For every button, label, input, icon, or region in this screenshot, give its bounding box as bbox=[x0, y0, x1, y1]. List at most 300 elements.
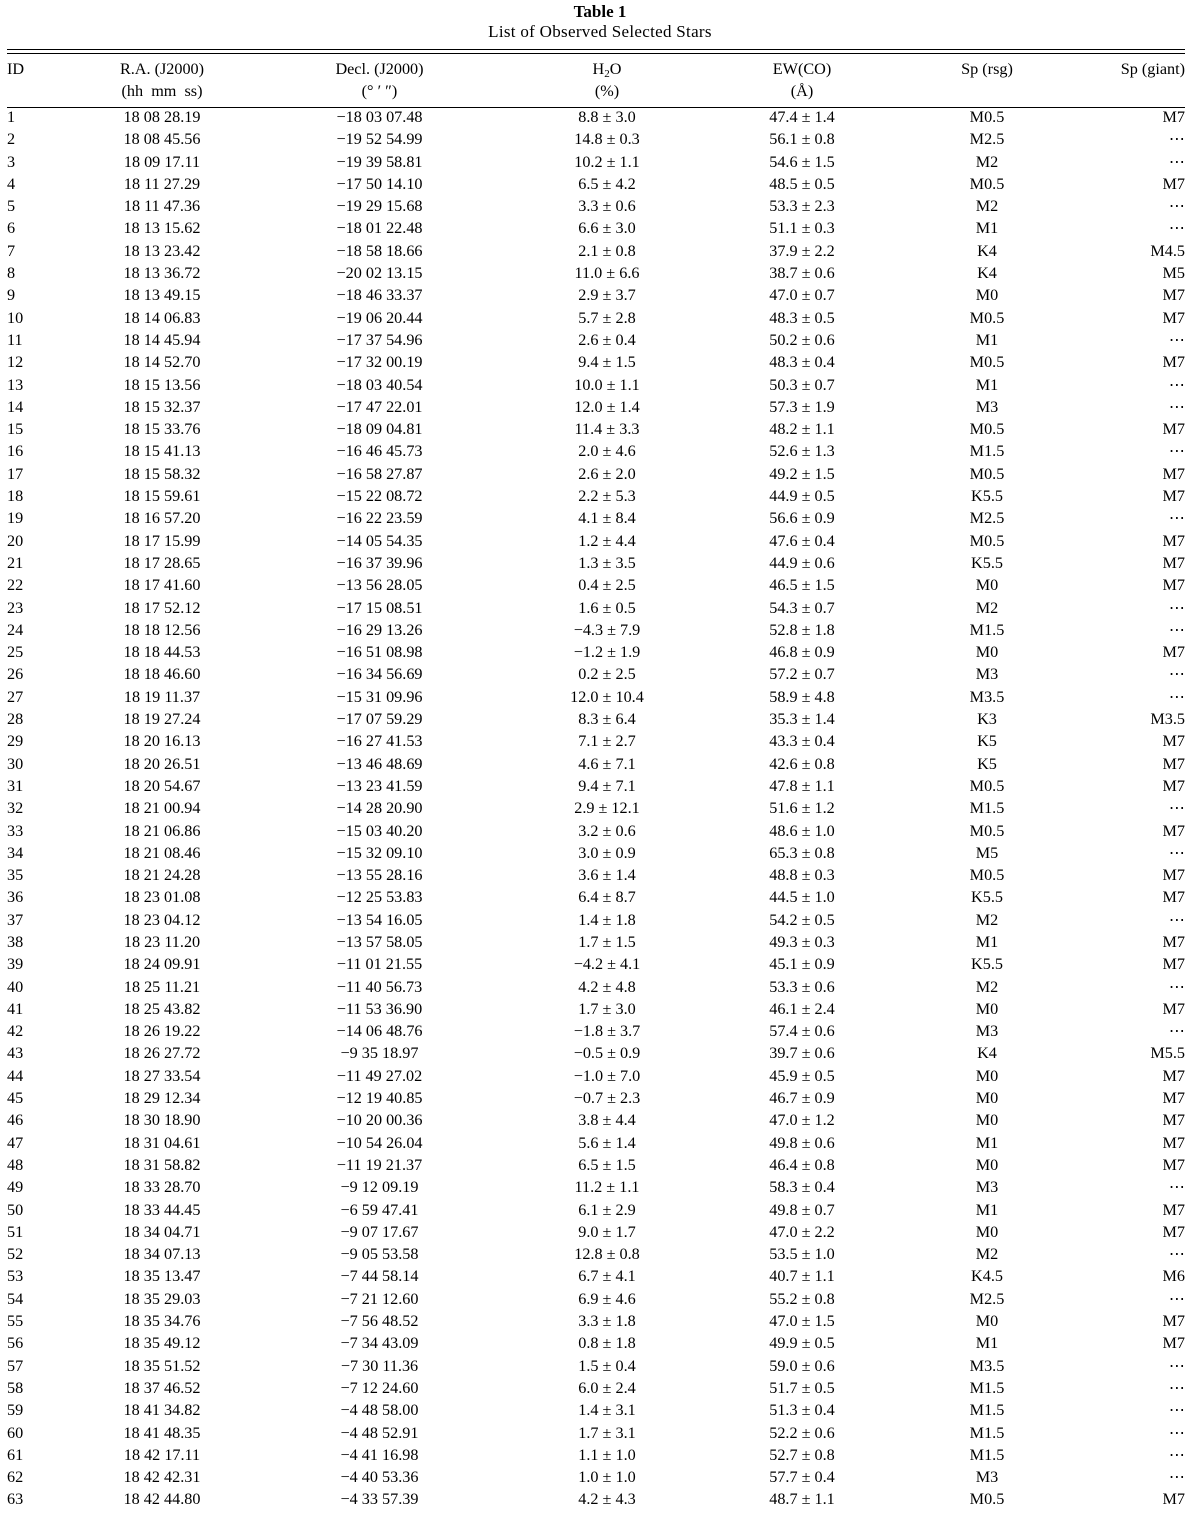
cell-sp-giant: ⋯ bbox=[1168, 442, 1185, 461]
header-row-labels bbox=[7, 58, 1185, 80]
cell-sp-rsg: M0.5 bbox=[969, 821, 1005, 840]
cell-h2o: 2.0 ± 4.6 bbox=[578, 442, 636, 461]
cell-dec: −19 29 15.68 bbox=[336, 197, 423, 216]
cell-ra: 18 18 46.60 bbox=[123, 665, 201, 684]
table-row bbox=[7, 1199, 1185, 1221]
cell-ew: 42.6 ± 0.8 bbox=[769, 754, 835, 773]
cell-id: 57 bbox=[7, 1356, 24, 1375]
cell-dec: −15 31 09.96 bbox=[336, 687, 423, 706]
col-header-ew: EW(CO) bbox=[772, 60, 832, 78]
cell-sp-giant: M7 bbox=[1162, 888, 1185, 907]
cell-id: 34 bbox=[7, 843, 24, 862]
cell-h2o: 3.3 ± 1.8 bbox=[578, 1312, 636, 1331]
cell-ew: 46.8 ± 0.9 bbox=[769, 643, 835, 662]
table-row bbox=[7, 1310, 1185, 1332]
cell-sp-giant: M7 bbox=[1162, 108, 1185, 126]
cell-h2o: 0.2 ± 2.5 bbox=[578, 665, 636, 684]
cell-sp-rsg: M3.5 bbox=[969, 1356, 1005, 1375]
cell-dec: −19 39 58.81 bbox=[336, 152, 423, 171]
cell-id: 48 bbox=[7, 1155, 24, 1174]
cell-ra: 18 20 26.51 bbox=[123, 754, 201, 773]
cell-id: 21 bbox=[7, 553, 24, 572]
cell-id: 25 bbox=[7, 643, 24, 662]
table-row bbox=[7, 730, 1185, 752]
cell-sp-rsg: M0.5 bbox=[969, 776, 1005, 795]
cell-dec: −16 29 13.26 bbox=[336, 620, 423, 639]
cell-id: 12 bbox=[7, 353, 24, 372]
cell-dec: −10 20 00.36 bbox=[336, 1111, 423, 1130]
cell-id: 24 bbox=[7, 620, 24, 639]
cell-sp-rsg: K4.5 bbox=[971, 1267, 1003, 1286]
cell-ew: 53.5 ± 1.0 bbox=[769, 1245, 835, 1264]
cell-h2o: 3.2 ± 0.6 bbox=[578, 821, 636, 840]
col-unit-h2o: (%) bbox=[594, 82, 620, 100]
table-row bbox=[7, 1288, 1185, 1310]
cell-sp-rsg: K5 bbox=[977, 732, 997, 751]
cell-sp-giant: ⋯ bbox=[1168, 1423, 1185, 1442]
cell-sp-giant: M5 bbox=[1162, 264, 1185, 283]
cell-ra: 18 21 06.86 bbox=[123, 821, 201, 840]
cell-ra: 18 13 49.15 bbox=[123, 286, 201, 305]
cell-h2o: 10.0 ± 1.1 bbox=[574, 375, 640, 394]
cell-sp-giant: ⋯ bbox=[1168, 375, 1185, 394]
cell-id: 16 bbox=[7, 442, 24, 461]
cell-sp-rsg: K5.5 bbox=[971, 487, 1003, 506]
cell-sp-rsg: M5 bbox=[975, 843, 999, 862]
cell-sp-rsg: M3 bbox=[975, 397, 999, 416]
cell-h2o: 6.5 ± 1.5 bbox=[578, 1155, 636, 1174]
table-row bbox=[7, 797, 1185, 819]
cell-sp-rsg: K4 bbox=[977, 241, 997, 260]
cell-dec: −19 06 20.44 bbox=[336, 308, 423, 327]
cell-h2o: 1.4 ± 3.1 bbox=[578, 1401, 636, 1420]
cell-ra: 18 15 33.76 bbox=[123, 420, 201, 439]
cell-h2o: 9.4 ± 1.5 bbox=[578, 353, 636, 372]
cell-ra: 18 33 28.70 bbox=[123, 1178, 201, 1197]
cell-ew: 48.2 ± 1.1 bbox=[769, 420, 835, 439]
table-row bbox=[7, 173, 1185, 195]
cell-ra: 18 25 43.82 bbox=[123, 999, 201, 1018]
cell-sp-giant: ⋯ bbox=[1168, 130, 1185, 149]
cell-ew: 65.3 ± 0.8 bbox=[769, 843, 835, 862]
cell-sp-rsg: M0.5 bbox=[969, 308, 1005, 327]
cell-id: 31 bbox=[7, 776, 24, 795]
cell-dec: −9 35 18.97 bbox=[340, 1044, 419, 1063]
table-row bbox=[7, 842, 1185, 864]
cell-sp-giant: ⋯ bbox=[1168, 152, 1185, 171]
cell-h2o: 4.1 ± 8.4 bbox=[578, 509, 636, 528]
col-header-id: ID bbox=[7, 60, 25, 78]
cell-dec: −17 47 22.01 bbox=[336, 397, 423, 416]
cell-id: 32 bbox=[7, 799, 24, 818]
cell-sp-giant: ⋯ bbox=[1168, 977, 1185, 996]
cell-h2o: 12.0 ± 1.4 bbox=[574, 397, 640, 416]
cell-dec: −9 05 53.58 bbox=[340, 1245, 419, 1264]
cell-sp-giant: M7 bbox=[1162, 1089, 1185, 1108]
cell-h2o: −0.7 ± 2.3 bbox=[573, 1089, 641, 1108]
cell-sp-rsg: M2.5 bbox=[969, 1289, 1005, 1308]
cell-sp-rsg: M1 bbox=[975, 219, 999, 238]
cell-sp-rsg: M2 bbox=[975, 910, 999, 929]
cell-ew: 53.3 ± 2.3 bbox=[769, 197, 835, 216]
cell-ew: 38.7 ± 0.6 bbox=[769, 264, 835, 283]
cell-ew: 46.5 ± 1.5 bbox=[769, 576, 835, 595]
cell-dec: −7 34 43.09 bbox=[340, 1334, 419, 1353]
cell-h2o: 4.2 ± 4.8 bbox=[578, 977, 636, 996]
cell-dec: −16 34 56.69 bbox=[336, 665, 423, 684]
table-row bbox=[7, 574, 1185, 596]
cell-sp-giant: ⋯ bbox=[1168, 910, 1185, 929]
cell-ra: 18 35 49.12 bbox=[123, 1334, 201, 1353]
cell-sp-giant: M7 bbox=[1162, 776, 1185, 795]
cell-id: 2 bbox=[7, 130, 16, 149]
cell-sp-rsg: M3.5 bbox=[969, 687, 1005, 706]
table-row bbox=[7, 151, 1185, 173]
cell-h2o: 6.7 ± 4.1 bbox=[578, 1267, 636, 1286]
cell-id: 33 bbox=[7, 821, 24, 840]
cell-ra: 18 23 01.08 bbox=[123, 888, 201, 907]
cell-ew: 49.8 ± 0.6 bbox=[769, 1133, 835, 1152]
cell-sp-giant: M7 bbox=[1162, 866, 1185, 885]
cell-id: 45 bbox=[7, 1089, 24, 1108]
table-row bbox=[7, 1399, 1185, 1421]
cell-id: 18 bbox=[7, 487, 24, 506]
cell-sp-rsg: M0 bbox=[975, 286, 999, 305]
cell-dec: −18 46 33.37 bbox=[336, 286, 423, 305]
cell-sp-rsg: K4 bbox=[977, 264, 997, 283]
cell-ew: 40.7 ± 1.1 bbox=[769, 1267, 835, 1286]
cell-ra: 18 21 00.94 bbox=[123, 799, 201, 818]
cell-id: 7 bbox=[7, 241, 16, 260]
cell-sp-giant: ⋯ bbox=[1168, 219, 1185, 238]
table-row bbox=[7, 886, 1185, 908]
cell-id: 29 bbox=[7, 732, 24, 751]
cell-sp-giant: ⋯ bbox=[1168, 1289, 1185, 1308]
cell-ew: 48.3 ± 0.4 bbox=[769, 353, 835, 372]
cell-ew: 51.6 ± 1.2 bbox=[769, 799, 835, 818]
cell-ew: 39.7 ± 0.6 bbox=[769, 1044, 835, 1063]
table-row bbox=[7, 463, 1185, 485]
cell-id: 14 bbox=[7, 397, 24, 416]
cell-sp-rsg: M3 bbox=[975, 1178, 999, 1197]
cell-id: 47 bbox=[7, 1133, 24, 1152]
cell-sp-rsg: M0.5 bbox=[969, 1490, 1005, 1509]
cell-sp-giant: ⋯ bbox=[1168, 620, 1185, 639]
cell-id: 39 bbox=[7, 955, 24, 974]
cell-h2o: 1.1 ± 1.0 bbox=[578, 1445, 636, 1464]
cell-id: 46 bbox=[7, 1111, 24, 1130]
cell-h2o: 1.4 ± 1.8 bbox=[578, 910, 636, 929]
cell-h2o: 2.9 ± 3.7 bbox=[578, 286, 636, 305]
cell-ew: 54.6 ± 1.5 bbox=[769, 152, 835, 171]
table-row bbox=[7, 1020, 1185, 1042]
cell-ew: 54.2 ± 0.5 bbox=[769, 910, 835, 929]
cell-sp-rsg: M0.5 bbox=[969, 866, 1005, 885]
table-row bbox=[7, 1176, 1185, 1198]
cell-ew: 48.5 ± 0.5 bbox=[769, 174, 835, 193]
cell-ra: 18 42 44.80 bbox=[123, 1490, 201, 1509]
table-row bbox=[7, 775, 1185, 797]
cell-h2o: −1.2 ± 1.9 bbox=[573, 643, 641, 662]
col-unit-ew: (Å) bbox=[790, 82, 814, 100]
cell-sp-giant: ⋯ bbox=[1168, 1245, 1185, 1264]
col-header-giant: Sp (giant) bbox=[1120, 60, 1185, 78]
cell-dec: −15 32 09.10 bbox=[336, 843, 423, 862]
cell-ra: 18 13 23.42 bbox=[123, 241, 201, 260]
cell-id: 53 bbox=[7, 1267, 24, 1286]
cell-ra: 18 35 34.76 bbox=[123, 1312, 201, 1331]
cell-ew: 55.2 ± 0.8 bbox=[769, 1289, 835, 1308]
cell-id: 38 bbox=[7, 932, 24, 951]
table-row bbox=[7, 351, 1185, 373]
cell-ra: 18 25 11.21 bbox=[123, 977, 201, 996]
cell-h2o: 12.8 ± 0.8 bbox=[574, 1245, 640, 1264]
cell-dec: −18 03 07.48 bbox=[336, 108, 423, 126]
cell-sp-rsg: M2.5 bbox=[969, 509, 1005, 528]
cell-id: 54 bbox=[7, 1289, 24, 1308]
cell-sp-giant: ⋯ bbox=[1168, 1445, 1185, 1464]
table-row bbox=[7, 820, 1185, 842]
cell-id: 26 bbox=[7, 665, 24, 684]
cell-sp-rsg: M3 bbox=[975, 1468, 999, 1487]
cell-sp-rsg: M3 bbox=[975, 1022, 999, 1041]
cell-ra: 18 14 06.83 bbox=[123, 308, 201, 327]
cell-dec: −16 22 23.59 bbox=[336, 509, 423, 528]
cell-id: 55 bbox=[7, 1312, 24, 1331]
cell-dec: −11 40 56.73 bbox=[336, 977, 423, 996]
cell-id: 60 bbox=[7, 1423, 24, 1442]
cell-sp-rsg: M1.5 bbox=[969, 1423, 1005, 1442]
cell-sp-rsg: M0.5 bbox=[969, 174, 1005, 193]
table-subtitle: List of Observed Selected Stars bbox=[488, 22, 712, 41]
cell-sp-rsg: M0.5 bbox=[969, 108, 1005, 126]
cell-sp-rsg: K5.5 bbox=[971, 888, 1003, 907]
cell-sp-giant: ⋯ bbox=[1168, 1356, 1185, 1375]
cell-dec: −17 07 59.29 bbox=[336, 710, 423, 729]
cell-ra: 18 13 36.72 bbox=[123, 264, 201, 283]
cell-dec: −17 15 08.51 bbox=[336, 598, 423, 617]
cell-sp-rsg: M0 bbox=[975, 576, 999, 595]
cell-dec: −10 54 26.04 bbox=[336, 1133, 423, 1152]
cell-dec: −4 33 57.39 bbox=[340, 1490, 419, 1509]
cell-h2o: 0.8 ± 1.8 bbox=[578, 1334, 636, 1353]
table-row bbox=[7, 1466, 1185, 1488]
table-row bbox=[7, 217, 1185, 239]
cell-h2o: 5.6 ± 1.4 bbox=[578, 1133, 636, 1152]
cell-h2o: 11.4 ± 3.3 bbox=[574, 420, 640, 439]
cell-sp-giant: ⋯ bbox=[1168, 1178, 1185, 1197]
col-unit-rsg bbox=[892, 80, 1082, 106]
cell-id: 52 bbox=[7, 1245, 24, 1264]
cell-ew: 44.5 ± 1.0 bbox=[769, 888, 835, 907]
cell-id: 43 bbox=[7, 1044, 24, 1063]
cell-sp-rsg: M0.5 bbox=[969, 464, 1005, 483]
cell-ew: 52.2 ± 0.6 bbox=[769, 1423, 835, 1442]
cell-id: 9 bbox=[7, 286, 16, 305]
cell-dec: −15 03 40.20 bbox=[336, 821, 423, 840]
cell-ew: 46.4 ± 0.8 bbox=[769, 1155, 835, 1174]
cell-id: 59 bbox=[7, 1401, 24, 1420]
table-row bbox=[7, 1355, 1185, 1377]
cell-dec: −4 48 52.91 bbox=[340, 1423, 419, 1442]
cell-sp-rsg: M2 bbox=[975, 152, 999, 171]
table-row bbox=[7, 953, 1185, 975]
cell-ra: 18 33 44.45 bbox=[123, 1200, 201, 1219]
cell-sp-giant: M6 bbox=[1162, 1267, 1185, 1286]
cell-sp-rsg: M0.5 bbox=[969, 420, 1005, 439]
cell-sp-giant: M7 bbox=[1162, 464, 1185, 483]
cell-ew: 47.8 ± 1.1 bbox=[769, 776, 835, 795]
cell-id: 49 bbox=[7, 1178, 24, 1197]
col-unit-giant bbox=[1082, 80, 1185, 106]
cell-ew: 44.9 ± 0.5 bbox=[769, 487, 835, 506]
cell-sp-giant: ⋯ bbox=[1168, 799, 1185, 818]
cell-ew: 47.0 ± 1.2 bbox=[769, 1111, 835, 1130]
cell-dec: −13 55 28.16 bbox=[336, 866, 423, 885]
cell-h2o: 1.2 ± 4.4 bbox=[578, 531, 636, 550]
cell-sp-giant: ⋯ bbox=[1168, 197, 1185, 216]
cell-ew: 57.4 ± 0.6 bbox=[769, 1022, 835, 1041]
cell-ra: 18 21 24.28 bbox=[123, 866, 201, 885]
table-row bbox=[7, 128, 1185, 150]
cell-dec: −11 53 36.90 bbox=[336, 999, 423, 1018]
cell-sp-rsg: M0 bbox=[975, 1222, 999, 1241]
cell-h2o: 4.6 ± 7.1 bbox=[578, 754, 636, 773]
cell-ew: 59.0 ± 0.6 bbox=[769, 1356, 835, 1375]
cell-ew: 48.6 ± 1.0 bbox=[769, 821, 835, 840]
cell-id: 62 bbox=[7, 1468, 24, 1487]
cell-sp-giant: M7 bbox=[1162, 308, 1185, 327]
cell-ew: 52.8 ± 1.8 bbox=[769, 620, 835, 639]
cell-ew: 57.3 ± 1.9 bbox=[769, 397, 835, 416]
cell-id: 8 bbox=[7, 264, 16, 283]
cell-dec: −13 56 28.05 bbox=[336, 576, 423, 595]
col-unit-ra: (hh mm ss) bbox=[121, 82, 203, 100]
table-body bbox=[7, 106, 1185, 1511]
cell-ew: 35.3 ± 1.4 bbox=[769, 710, 835, 729]
cell-ew: 54.3 ± 0.7 bbox=[769, 598, 835, 617]
cell-h2o: −4.2 ± 4.1 bbox=[573, 955, 641, 974]
cell-h2o: 6.4 ± 8.7 bbox=[578, 888, 636, 907]
cell-sp-rsg: M2 bbox=[975, 197, 999, 216]
cell-ew: 47.0 ± 0.7 bbox=[769, 286, 835, 305]
cell-sp-rsg: M0 bbox=[975, 1155, 999, 1174]
cell-dec: −14 28 20.90 bbox=[336, 799, 423, 818]
cell-dec: −9 12 09.19 bbox=[340, 1178, 419, 1197]
cell-id: 28 bbox=[7, 710, 24, 729]
cell-sp-giant: M7 bbox=[1162, 487, 1185, 506]
cell-ra: 18 16 57.20 bbox=[123, 509, 201, 528]
table-row bbox=[7, 1332, 1185, 1354]
cell-ra: 18 19 11.37 bbox=[123, 687, 201, 706]
cell-h2o: −0.5 ± 0.9 bbox=[573, 1044, 641, 1063]
cell-sp-giant: M4.5 bbox=[1150, 241, 1185, 260]
table-row bbox=[7, 931, 1185, 953]
cell-dec: −13 57 58.05 bbox=[336, 932, 423, 951]
cell-h2o: 1.5 ± 0.4 bbox=[578, 1356, 636, 1375]
cell-sp-rsg: M1.5 bbox=[969, 442, 1005, 461]
cell-h2o: 8.8 ± 3.0 bbox=[578, 108, 636, 126]
cell-ew: 49.3 ± 0.3 bbox=[769, 932, 835, 951]
cell-ra: 18 14 52.70 bbox=[123, 353, 201, 372]
cell-sp-rsg: M1 bbox=[975, 1133, 999, 1152]
table-row bbox=[7, 307, 1185, 329]
cell-id: 3 bbox=[7, 152, 16, 171]
cell-ra: 18 14 45.94 bbox=[123, 330, 201, 349]
cell-ra: 18 27 33.54 bbox=[123, 1066, 201, 1085]
table-row bbox=[7, 1377, 1185, 1399]
cell-dec: −7 44 58.14 bbox=[340, 1267, 419, 1286]
table-row bbox=[7, 597, 1185, 619]
table-row bbox=[7, 1265, 1185, 1287]
table-row bbox=[7, 530, 1185, 552]
cell-ew: 51.1 ± 0.3 bbox=[769, 219, 835, 238]
cell-h2o: 1.6 ± 0.5 bbox=[578, 598, 636, 617]
cell-sp-giant: M7 bbox=[1162, 732, 1185, 751]
cell-sp-rsg: M0 bbox=[975, 1312, 999, 1331]
cell-h2o: 10.2 ± 1.1 bbox=[574, 152, 640, 171]
cell-id: 15 bbox=[7, 420, 24, 439]
cell-h2o: 2.9 ± 12.1 bbox=[574, 799, 640, 818]
cell-ew: 37.9 ± 2.2 bbox=[769, 241, 835, 260]
cell-h2o: 14.8 ± 0.3 bbox=[574, 130, 640, 149]
cell-sp-giant: M7 bbox=[1162, 1155, 1185, 1174]
table-row bbox=[7, 262, 1185, 284]
cell-id: 17 bbox=[7, 464, 24, 483]
cell-ew: 53.3 ± 0.6 bbox=[769, 977, 835, 996]
cell-sp-giant: M7 bbox=[1162, 955, 1185, 974]
cell-ew: 46.1 ± 2.4 bbox=[769, 999, 835, 1018]
cell-h2o: 6.0 ± 2.4 bbox=[578, 1378, 636, 1397]
cell-h2o: 7.1 ± 2.7 bbox=[578, 732, 636, 751]
cell-sp-rsg: M1 bbox=[975, 1200, 999, 1219]
cell-ew: 45.9 ± 0.5 bbox=[769, 1066, 835, 1085]
cell-sp-rsg: K5 bbox=[977, 754, 997, 773]
cell-sp-rsg: M0.5 bbox=[969, 353, 1005, 372]
cell-ra: 18 26 27.72 bbox=[123, 1044, 201, 1063]
cell-ew: 49.2 ± 1.5 bbox=[769, 464, 835, 483]
col-header-h2o: $H_2O$ bbox=[592, 60, 622, 80]
top-rule-double bbox=[7, 53, 1185, 54]
cell-dec: −16 27 41.53 bbox=[336, 732, 423, 751]
cell-id: 10 bbox=[7, 308, 24, 327]
cell-h2o: 1.7 ± 3.0 bbox=[578, 999, 636, 1018]
cell-dec: −16 46 45.73 bbox=[336, 442, 423, 461]
cell-dec: −11 49 27.02 bbox=[336, 1066, 423, 1085]
cell-id: 13 bbox=[7, 375, 24, 394]
cell-ew: 52.6 ± 1.3 bbox=[769, 442, 835, 461]
cell-id: 4 bbox=[7, 174, 16, 193]
cell-ra: 18 15 32.37 bbox=[123, 397, 201, 416]
cell-ra: 18 35 29.03 bbox=[123, 1289, 201, 1308]
cell-ra: 18 09 17.11 bbox=[123, 152, 201, 171]
cell-ra: 18 17 41.60 bbox=[123, 576, 201, 595]
table-row bbox=[7, 552, 1185, 574]
cell-dec: −9 07 17.67 bbox=[340, 1222, 419, 1241]
cell-ra: 18 18 12.56 bbox=[123, 620, 201, 639]
table-row bbox=[7, 686, 1185, 708]
cell-h2o: 3.0 ± 0.9 bbox=[578, 843, 636, 862]
cell-sp-giant: M7 bbox=[1162, 754, 1185, 773]
cell-h2o: 1.7 ± 1.5 bbox=[578, 932, 636, 951]
table-row bbox=[7, 641, 1185, 663]
cell-h2o: 6.5 ± 4.2 bbox=[578, 174, 636, 193]
cell-id: 61 bbox=[7, 1445, 24, 1464]
cell-sp-giant: ⋯ bbox=[1168, 687, 1185, 706]
cell-ra: 18 17 15.99 bbox=[123, 531, 201, 550]
cell-sp-rsg: M1.5 bbox=[969, 1378, 1005, 1397]
cell-h2o: −1.8 ± 3.7 bbox=[573, 1022, 641, 1041]
